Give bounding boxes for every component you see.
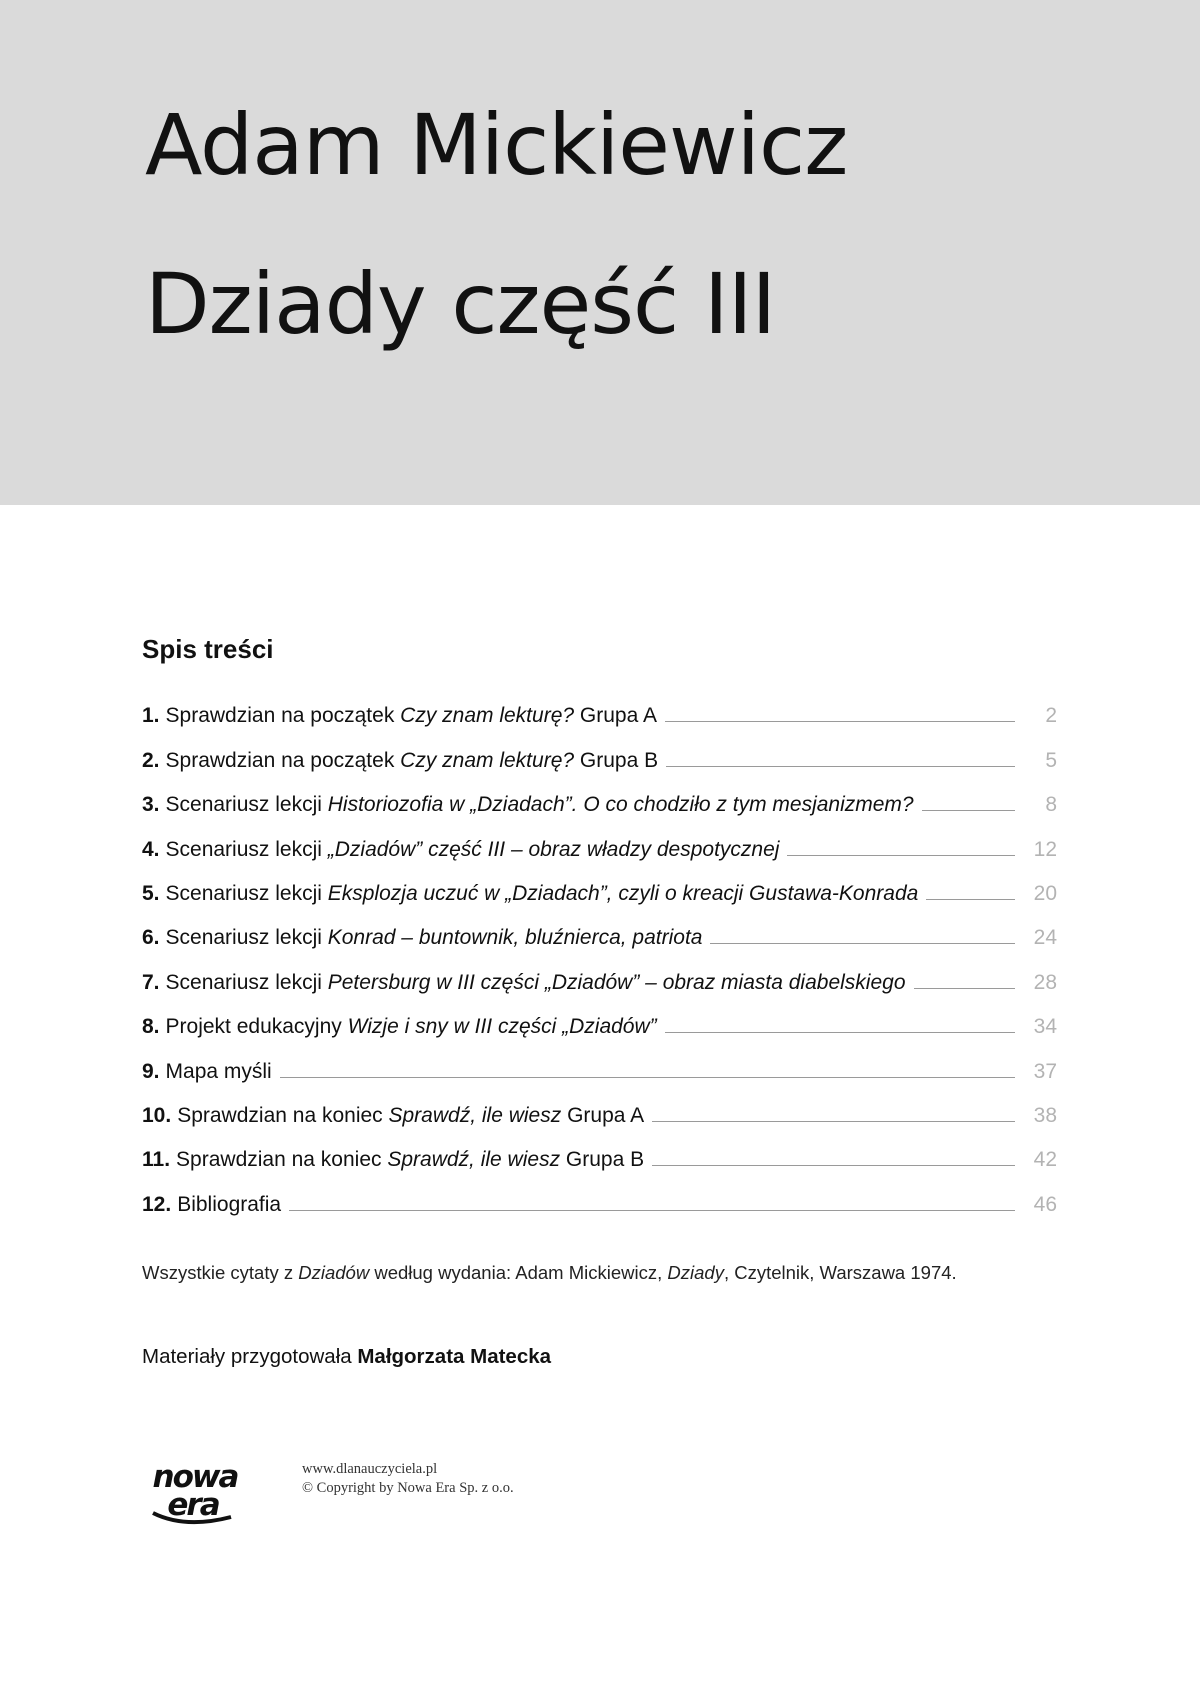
header-band [0, 0, 1200, 505]
toc-item-suffix: Grupa B [574, 748, 659, 772]
toc-leader-line [926, 899, 1015, 900]
toc-item[interactable] [142, 950, 1057, 994]
author-title: Adam Mickiewicz [145, 96, 848, 194]
citation-note-italic: Dziady [667, 1262, 724, 1283]
toc-item-number: 6. [142, 926, 160, 950]
toc-item-suffix: Grupa A [574, 704, 657, 728]
toc-item-text: Sprawdzian na początek [165, 704, 401, 728]
toc-page-number: 34 [1033, 1015, 1057, 1039]
toc-item-number: 4. [142, 837, 160, 861]
toc-item[interactable] [142, 906, 1057, 950]
toc-item-number: 3. [142, 793, 160, 817]
toc-leader-line [280, 1077, 1015, 1078]
footer-copyright: © Copyright by Nowa Era Sp. z o.o. [302, 1480, 514, 1496]
toc-page-number: 37 [1033, 1059, 1057, 1083]
toc-leader-line [666, 766, 1015, 767]
citation-note-text: Wszystkie cytaty z [142, 1262, 299, 1283]
toc-leader-line [787, 855, 1015, 856]
toc-page-number: 12 [1033, 837, 1057, 861]
toc-page-number: 20 [1033, 881, 1057, 905]
toc-item-suffix: Grupa A [561, 1103, 645, 1127]
toc-item-number: 5. [142, 881, 160, 905]
toc-item[interactable] [142, 862, 1057, 906]
toc-item-number: 8. [142, 1015, 160, 1039]
toc-item-text: Mapa myśli [165, 1059, 272, 1083]
toc-item-italic: Sprawdź, ile wiesz [388, 1103, 562, 1127]
work-title: Dziady część III [145, 255, 776, 353]
toc-page-number: 42 [1033, 1148, 1057, 1172]
toc-item-italic: Wizje i sny w III części „Dziadów” [347, 1015, 657, 1039]
table-of-contents [142, 684, 1057, 1217]
toc-page-number: 24 [1033, 926, 1057, 950]
toc-leader-line [922, 810, 1015, 811]
toc-heading: Spis treści [142, 634, 274, 664]
toc-item-number: 12. [142, 1192, 172, 1216]
toc-leader-line [665, 721, 1015, 722]
toc-item-text: Scenariusz lekcji [165, 926, 328, 950]
author-credit-prefix: Materiały przygotowała [142, 1345, 358, 1368]
toc-item-italic: Czy znam lekturę? [400, 704, 575, 728]
toc-page-number: 38 [1033, 1103, 1057, 1127]
toc-item-number: 1. [142, 704, 160, 728]
toc-leader-line [289, 1210, 1015, 1211]
toc-page-number: 28 [1033, 970, 1057, 994]
toc-item-text: Sprawdzian na koniec [177, 1103, 389, 1127]
toc-item-italic: Eksplozja uczuć w „Dziadach”, czyli o kreacji Gustawa-Konrada [327, 881, 919, 905]
author-credit-name: Małgorzata Matecka [357, 1345, 552, 1368]
toc-item-number: 2. [142, 748, 160, 772]
toc-page-number: 46 [1033, 1192, 1057, 1216]
footer-url[interactable]: www.dlanauczyciela.pl [302, 1461, 438, 1477]
toc-leader-line [665, 1032, 1015, 1033]
logo-text-era: era [167, 1487, 219, 1523]
toc-item-italic: Konrad – buntownik, bluźnierca, patriota [327, 926, 703, 950]
toc-item[interactable] [142, 995, 1057, 1039]
toc-item[interactable] [142, 1128, 1057, 1172]
toc-item-suffix: Grupa B [560, 1148, 645, 1172]
toc-item-text: Scenariusz lekcji [165, 837, 328, 861]
author-credit [142, 1345, 551, 1369]
toc-item-number: 9. [142, 1059, 160, 1083]
toc-item[interactable] [142, 1039, 1057, 1083]
toc-item-text: Scenariusz lekcji [165, 793, 328, 817]
toc-item-italic: Sprawdź, ile wiesz [387, 1148, 561, 1172]
toc-item-text: Projekt edukacyjny [165, 1015, 348, 1039]
toc-page-number: 5 [1045, 748, 1057, 772]
toc-item[interactable] [142, 817, 1057, 861]
toc-item-text: Scenariusz lekcji [165, 970, 328, 994]
toc-item-italic: Petersburg w III części „Dziadów” – obraz miasta diabelskiego [327, 970, 906, 994]
toc-leader-line [710, 943, 1015, 944]
footer [302, 1460, 514, 1498]
toc-page-number: 8 [1045, 793, 1057, 817]
toc-page-number: 2 [1045, 704, 1057, 728]
toc-item[interactable] [142, 1084, 1057, 1128]
toc-item-text: Scenariusz lekcji [165, 881, 328, 905]
logo-text-nowa: nowa [152, 1459, 238, 1495]
toc-leader-line [652, 1121, 1015, 1122]
toc-item-number: 7. [142, 970, 160, 994]
toc-item-number: 11. [142, 1148, 171, 1172]
toc-item-number: 10. [142, 1103, 172, 1127]
toc-leader-line [914, 988, 1016, 989]
citation-note-italic: Dziadów [298, 1262, 370, 1283]
toc-item-italic: „Dziadów” część III – obraz władzy despotycznej [327, 837, 780, 861]
toc-item-text: Sprawdzian na początek [165, 748, 401, 772]
toc-item-text: Bibliografia [177, 1192, 282, 1216]
toc-item[interactable] [142, 728, 1057, 772]
citation-note [142, 1262, 957, 1284]
toc-item-text: Sprawdzian na koniec [176, 1148, 388, 1172]
toc-item[interactable] [142, 773, 1057, 817]
toc-item-italic: Historiozofia w „Dziadach”. O co chodziło z tym mesjanizmem? [327, 793, 914, 817]
nowa-era-logo [145, 1455, 245, 1525]
citation-note-text: , Czytelnik, Warszawa 1974. [723, 1262, 957, 1283]
citation-note-text: według wydania: Adam Mickiewicz, [369, 1262, 668, 1283]
toc-item[interactable] [142, 684, 1057, 728]
toc-item-italic: Czy znam lekturę? [400, 748, 575, 772]
toc-item[interactable] [142, 1172, 1057, 1216]
toc-leader-line [652, 1165, 1015, 1166]
